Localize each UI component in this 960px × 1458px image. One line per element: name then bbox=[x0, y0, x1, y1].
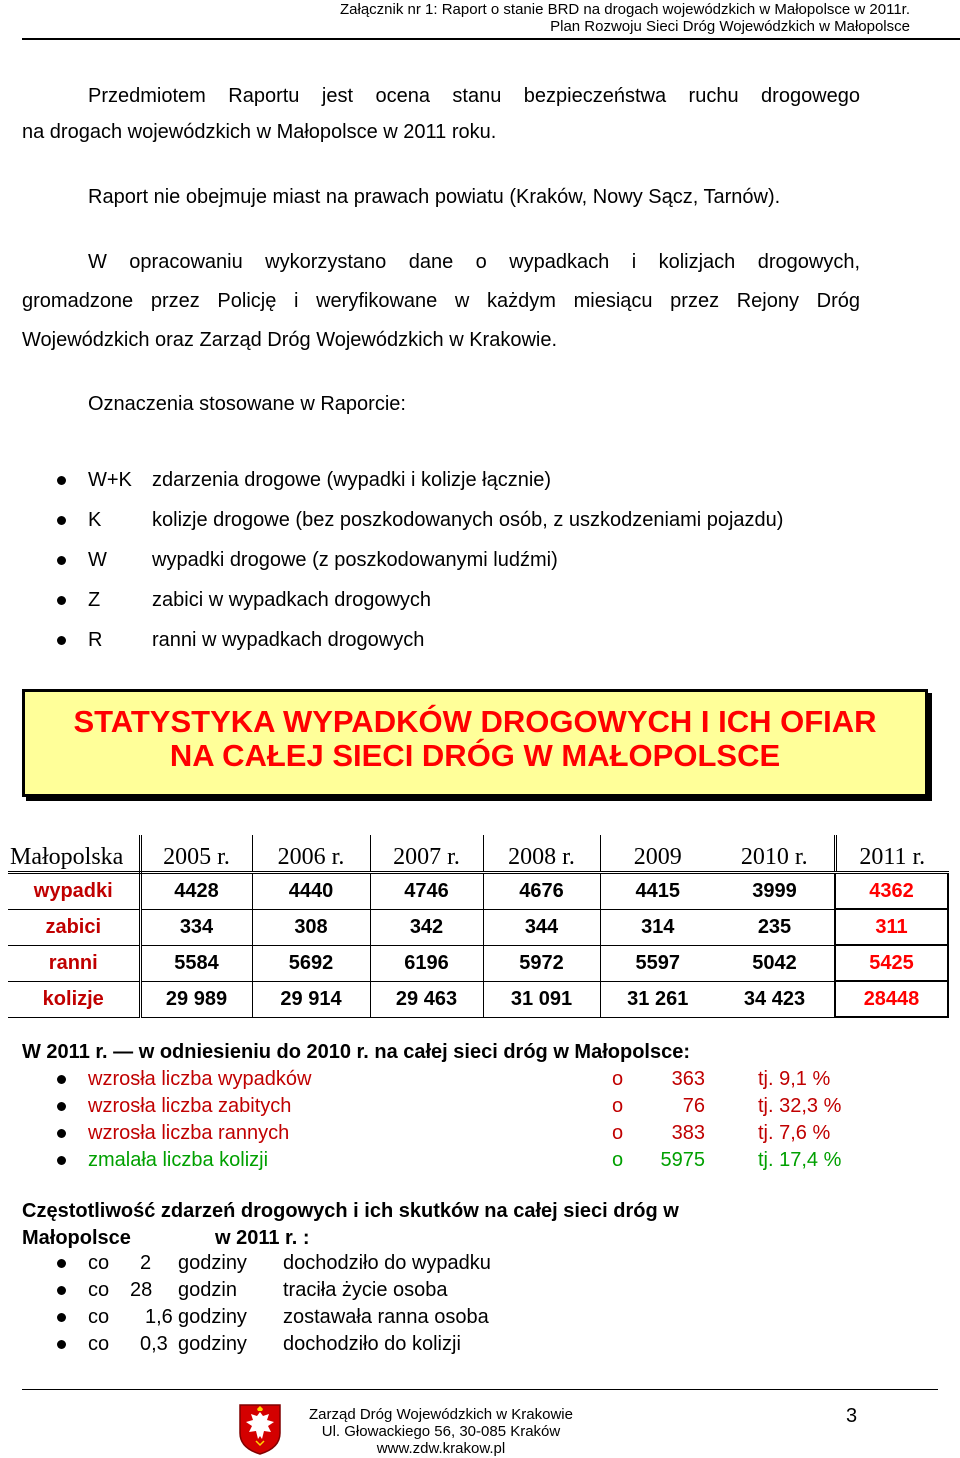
bullet-icon bbox=[57, 1313, 66, 1322]
change-o: o bbox=[612, 1095, 624, 1117]
bullet-icon bbox=[57, 596, 66, 605]
change-label: wzrosła liczba wypadków bbox=[88, 1068, 312, 1090]
column-header: Małopolska bbox=[8, 835, 140, 873]
column-header: 2010 r. bbox=[715, 835, 835, 873]
intro-paragraph-3-line-1: W opracowaniu wykorzystano dane o wypadkach i kolizjach drogowych, bbox=[88, 251, 860, 273]
header-line-1: Załącznik nr 1: Raport o stanie BRD na drogach wojewódzkich w Małopolsce w 2011r. bbox=[340, 1, 910, 18]
footer-org: Zarząd Dróg Wojewódzkich w Krakowie bbox=[309, 1406, 573, 1423]
change-percent: tj. 9,1 % bbox=[758, 1068, 831, 1090]
banner-title-line-2: NA CAŁEJ SIECI DRÓG W MAŁOPOLSCE bbox=[169, 738, 781, 773]
column-header: 2009 bbox=[600, 835, 715, 873]
legend-code: K bbox=[88, 509, 102, 531]
change-number: 363 bbox=[671, 1068, 705, 1090]
frequency-unit: godziny bbox=[178, 1333, 247, 1355]
change-number: 76 bbox=[682, 1095, 705, 1117]
table-cell: 4440 bbox=[252, 873, 370, 910]
footer-rule bbox=[22, 1389, 938, 1390]
statistics-banner bbox=[22, 689, 928, 797]
bullet-icon bbox=[57, 556, 66, 565]
table-row bbox=[8, 981, 948, 1017]
frequency-event: dochodziło do wypadku bbox=[283, 1252, 491, 1274]
frequency-co: co bbox=[88, 1333, 110, 1355]
bullet-icon bbox=[57, 1156, 66, 1165]
page-header bbox=[0, 0, 960, 38]
change-percent: tj. 7,6 % bbox=[758, 1122, 831, 1144]
table-cell: 29 989 bbox=[140, 981, 252, 1017]
change-o: o bbox=[612, 1068, 624, 1090]
bullet-icon bbox=[57, 1340, 66, 1349]
table-cell: 342 bbox=[370, 909, 483, 945]
table-cell: 29 914 bbox=[252, 981, 370, 1017]
table-cell: 31 091 bbox=[483, 981, 600, 1017]
table-cell: 6196 bbox=[370, 945, 483, 981]
column-header: 2005 r. bbox=[140, 835, 252, 873]
table-cell: 4746 bbox=[370, 873, 483, 910]
header-line-2: Plan Rozwoju Sieci Dróg Wojewódzkich w Małopolsce bbox=[550, 18, 910, 35]
header-rule bbox=[22, 38, 960, 40]
table-row bbox=[8, 873, 948, 910]
row-label: kolizje bbox=[8, 981, 140, 1017]
frequency-event: zostawała ranna osoba bbox=[283, 1306, 489, 1328]
change-o: o bbox=[612, 1122, 624, 1144]
table-cell: 334 bbox=[140, 909, 252, 945]
page-number: 3 bbox=[846, 1405, 858, 1427]
bullet-icon bbox=[57, 1129, 66, 1138]
table-cell: 5584 bbox=[140, 945, 252, 981]
column-header: 2008 r. bbox=[483, 835, 600, 873]
table-cell-highlight: 28448 bbox=[835, 981, 948, 1017]
row-label: zabici bbox=[8, 909, 140, 945]
bullet-icon bbox=[57, 476, 66, 485]
table-row bbox=[8, 909, 948, 945]
table-cell: 235 bbox=[715, 909, 835, 945]
change-label: zmalała liczba kolizji bbox=[88, 1149, 269, 1171]
table-cell: 34 423 bbox=[715, 981, 835, 1017]
table-cell: 5972 bbox=[483, 945, 600, 981]
intro-paragraph-1-line-2: na drogach wojewódzkich w Małopolsce w 2011 roku. bbox=[22, 121, 497, 143]
table-cell: 31 261 bbox=[600, 981, 715, 1017]
frequency-title-line-1: Częstotliwość zdarzeń drogowych i ich skutków na całej sieci dróg w bbox=[22, 1200, 679, 1222]
frequency-number: 1,6 bbox=[145, 1306, 173, 1328]
intro-paragraph-1-line-1: Przedmiotem Raportu jest ocena stanu bezpieczeństwa ruchu drogowego bbox=[88, 85, 860, 107]
table-cell: 314 bbox=[600, 909, 715, 945]
legend-desc: zdarzenia drogowe (wypadki i kolizje łącznie) bbox=[152, 469, 552, 491]
table-cell: 4428 bbox=[140, 873, 252, 910]
bullet-icon bbox=[57, 1075, 66, 1084]
frequency-title-year: w 2011 r. : bbox=[215, 1227, 310, 1249]
bullet-icon bbox=[57, 1259, 66, 1268]
intro-paragraph-3-line-2: gromadzone przez Policję i weryfikowane w każdym miesiącu przez Rejony Dróg bbox=[22, 290, 860, 312]
frequency-title-line-2 bbox=[22, 1225, 679, 1252]
change-number: 383 bbox=[671, 1122, 705, 1144]
change-percent: tj. 17,4 % bbox=[758, 1149, 842, 1171]
legend-desc: wypadki drogowe (z poszkodowanymi ludźmi) bbox=[152, 549, 558, 571]
table-cell: 5042 bbox=[715, 945, 835, 981]
legend-code: W+K bbox=[88, 469, 132, 491]
legend-code: R bbox=[88, 629, 103, 651]
legend-desc: ranni w wypadkach drogowych bbox=[152, 629, 425, 651]
table-cell: 3999 bbox=[715, 873, 835, 910]
table-cell: 344 bbox=[483, 909, 600, 945]
legend-code: Z bbox=[88, 589, 101, 611]
legend-desc: kolizje drogowe (bez poszkodowanych osób, z uszkodzeniami pojazdu) bbox=[152, 509, 784, 531]
frequency-unit: godzin bbox=[178, 1279, 237, 1301]
change-percent: tj. 32,3 % bbox=[758, 1095, 842, 1117]
row-label: wypadki bbox=[8, 873, 140, 910]
change-o: o bbox=[612, 1149, 624, 1171]
change-label: wzrosła liczba rannych bbox=[88, 1122, 290, 1144]
eagle-crest-icon bbox=[238, 1403, 282, 1455]
frequency-number: 0,3 bbox=[140, 1333, 168, 1355]
frequency-title-region: Małopolsce bbox=[22, 1227, 131, 1249]
statistics-table bbox=[8, 835, 949, 1018]
intro-paragraph-2: Raport nie obejmuje miast na prawach powiatu (Kraków, Nowy Sącz, Tarnów). bbox=[88, 186, 781, 208]
table-cell-highlight: 311 bbox=[835, 909, 948, 945]
table-cell: 4415 bbox=[600, 873, 715, 910]
legend-desc: zabici w wypadkach drogowych bbox=[152, 589, 432, 611]
column-header: 2006 r. bbox=[252, 835, 370, 873]
frequency-number: 28 bbox=[130, 1279, 153, 1301]
bullet-icon bbox=[57, 1286, 66, 1295]
frequency-co: co bbox=[88, 1279, 110, 1301]
footer-street: Ul. Głowackiego 56, 30-085 Kraków bbox=[321, 1423, 561, 1440]
legend-code: W bbox=[88, 549, 107, 571]
table-cell: 4676 bbox=[483, 873, 600, 910]
bullet-icon bbox=[57, 636, 66, 645]
frequency-co: co bbox=[88, 1252, 110, 1274]
frequency-title bbox=[22, 1198, 679, 1252]
frequency-event: dochodziło do kolizji bbox=[283, 1333, 461, 1355]
table-header-row bbox=[8, 835, 948, 873]
table-cell: 5597 bbox=[600, 945, 715, 981]
table-cell: 29 463 bbox=[370, 981, 483, 1017]
change-label: wzrosła liczba zabitych bbox=[88, 1095, 292, 1117]
bullet-icon bbox=[57, 1102, 66, 1111]
bullet-icon bbox=[57, 516, 66, 525]
frequency-co: co bbox=[88, 1306, 110, 1328]
summary-title: W 2011 r. — w odniesieniu do 2010 r. na całej sieci dróg w Małopolsce: bbox=[22, 1041, 691, 1063]
table-row bbox=[8, 945, 948, 981]
frequency-event: traciła życie osoba bbox=[283, 1279, 448, 1301]
frequency-unit: godziny bbox=[178, 1306, 247, 1328]
change-number: 5975 bbox=[660, 1149, 705, 1171]
footer-address bbox=[308, 1406, 574, 1457]
frequency-number: 2 bbox=[140, 1252, 152, 1274]
table-cell: 5692 bbox=[252, 945, 370, 981]
column-header: 2011 r. bbox=[835, 835, 948, 873]
footer-website-link[interactable]: www.zdw.krakow.pl bbox=[376, 1440, 506, 1457]
column-header: 2007 r. bbox=[370, 835, 483, 873]
table-cell: 308 bbox=[252, 909, 370, 945]
row-label: ranni bbox=[8, 945, 140, 981]
banner-title-line-1: STATYSTYKA WYPADKÓW DROGOWYCH I ICH OFIAR bbox=[73, 704, 877, 739]
table-cell-highlight: 4362 bbox=[835, 873, 948, 910]
table-cell-highlight: 5425 bbox=[835, 945, 948, 981]
legend-title: Oznaczenia stosowane w Raporcie: bbox=[88, 393, 406, 415]
frequency-unit: godziny bbox=[178, 1252, 247, 1274]
intro-paragraph-3-line-3: Wojewódzkich oraz Zarząd Dróg Wojewódzkich w Krakowie. bbox=[22, 329, 558, 351]
